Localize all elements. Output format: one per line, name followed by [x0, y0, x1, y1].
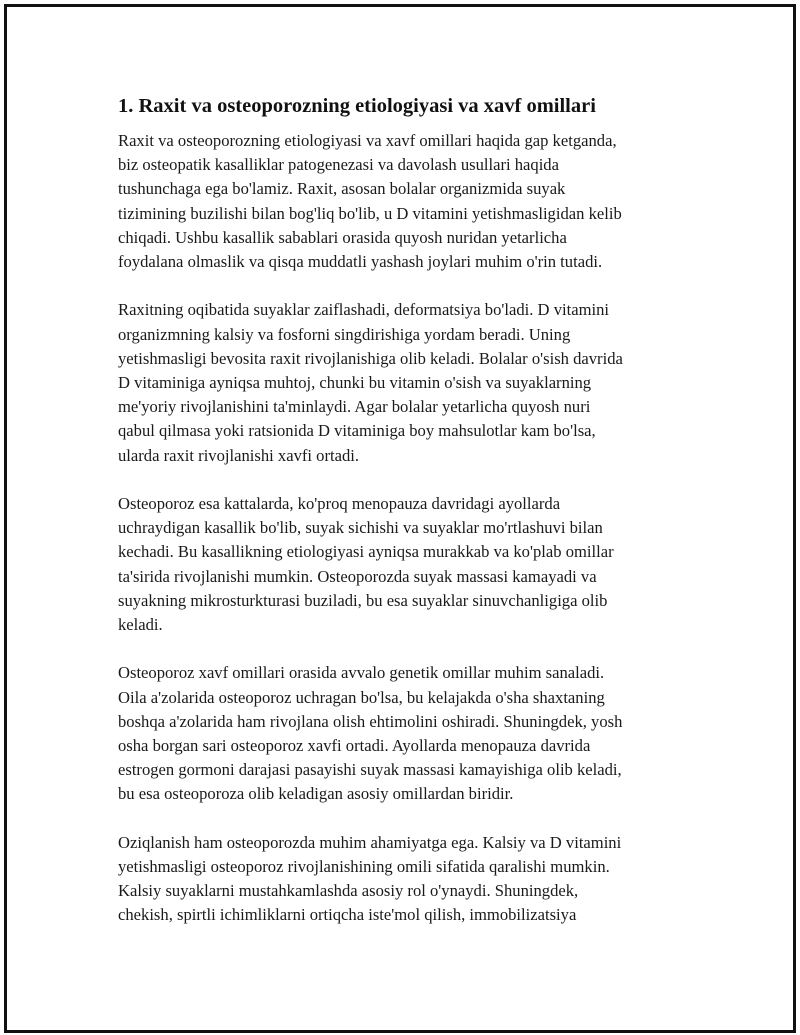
- paragraph-3: Osteoporoz esa kattalarda, ko'proq menopauza davridagi ayollarda uchraydigan kasallik bo'lib, suyak sichishi va suyaklar mo'rtlashuvi bilan kechadi. Bu kasallikning etiologiyasi ayniqsa murakkab va ko'plab omillar ta'sirida rivojlanishi mumkin. Osteoporozda suyak massasi kamayadi va suyakning mikrosturkturasi buziladi, bu esa suyaklar sinuvchanligiga olib keladi.: [118, 494, 614, 635]
- paragraph-1: Raxit va osteoporozning etiologiyasi va xavf omillari haqida gap ketganda, biz osteopatik kasalliklar patogenezasi va davolash usullari haqida tushunchaga ega bo'lamiz. Raxit, asosan bolalar organizmida suyak tizimining buzilishi bilan bog'liq bo'lib, u D vitamini yetishmasligidan kelib chiqadi. Ushbu kasallik sabablari orasida quyosh nuridan yetarlicha foydalana olmaslik va qisqa muddatli yashash joylari muhim o'rin tutadi.: [118, 131, 622, 272]
- document-body: [118, 92, 688, 952]
- paragraph-2: Raxitning oqibatida suyaklar zaiflashadi, deformatsiya bo'ladi. D vitamini organizmning kalsiy va fosforni singdirishiga yordam beradi. Uning yetishmasligi bevosita raxit rivojlanishiga olib keladi. Bolalar o'sish davrida D vitaminiga ayniqsa muhtoj, chunki bu vitamin o'sish va suyaklarning me'yoriy rivojlanishini ta'minlaydi. Agar bolalar yetarlicha quyosh nuri qabul qilmasa yoki ratsionida D vitaminiga boy mahsulotlar kam bo'lsa, ularda raxit rivojlanishi xavfi ortadi.: [118, 300, 623, 465]
- section-heading: 1. Raxit va osteoporozning etiologiyasi va xavf omillari: [118, 95, 596, 117]
- paragraph-5: Oziqlanish ham osteoporozda muhim ahamiyatga ega. Kalsiy va D vitamini yetishmasligi osteoporoz rivojlanishining omili sifatida qaralishi mumkin. Kalsiy suyaklarni mustahkamlashda asosiy rol o'ynaydi. Shuningdek, chekish, spirtli ichimliklarni ortiqcha iste'mol qilish, immobilizatsiya: [118, 832, 622, 925]
- paragraph-4: Osteoporoz xavf omillari orasida avvalo genetik omillar muhim sanaladi. Oila a'zolarida osteoporoz uchragan bo'lsa, bu kelajakda o'sha shaxtaning boshqa a'zolarida ham rivojlana olish ehtimolini oshiradi. Shuningdek, yosh osha borgan sari osteoporoz xavfi ortadi. Ayollarda menopauza davrida estrogen gormoni darajasi pasayishi suyak massasi kamayishiga olib keladi, bu esa osteoporoza olib keladigan asosiy omillardan biridir.: [118, 663, 623, 804]
